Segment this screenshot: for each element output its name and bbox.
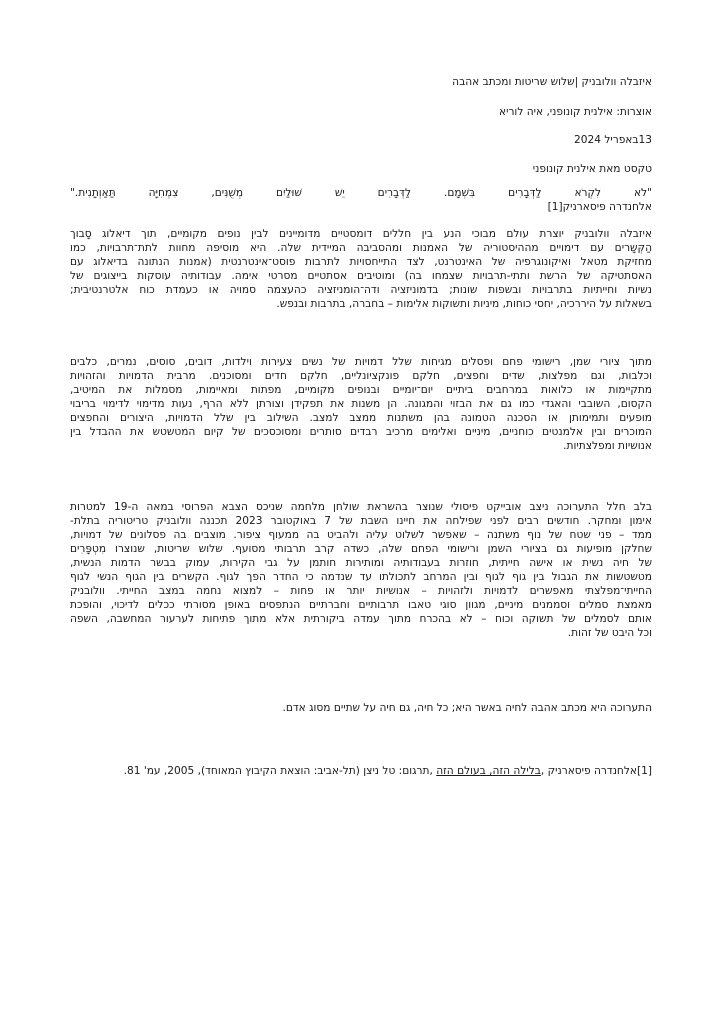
paragraph-line: הַקְּשָרים עם דימויים מההיסטוריה של האמנות ומהסביבה המיידית שלה. היא מוסיפה מחוות לתת־תרבויות, כמו [70,242,652,254]
paragraph-line: מטשטשות את הגבול בין גוף לגוף ובין המרחב לתכולתו עד שנדמה כי החדר הפך לגוף. הקשרים בין הגוף הנשי לגוף [70,571,652,583]
paragraph-line: נשיות וחייתיות בתרבויות ובשפות שונות; בדמוניזציה ודה־הומניזציה כהעצמה סמויה או כעמדת כוח אלטרנטיבית; [70,284,652,296]
paragraph-line: אימון ומחקר. חודשים רבים לפני שפילחה את חיינו השבת של 7 באוקטובר 2023 תכננה וולובניק טריטוריה בתלת- [70,515,652,527]
paragraph-line: מאמצת סמלים וסממנים מיניים, מגוון סוגי טאבו תרבותיים וחברתיים הנתפסים באופן מסורתי ככלים לדיכוי, והופכת [70,599,652,611]
epigraph-quote [70,186,652,214]
paragraph-line: הקסום, השובבי והאגדי כמו גם את הבזוי והמגונה. הן משנות את תפקידן וצורתן ללא הרף, נעות מדימוי לדימוי בריבוי [70,398,652,410]
paragraph-line: שחלקן מופיעות גם בציורי השמן ורישומי הפחם שלה, כשדה קרב תרבותי מסועף. שלוש שריטות, שנוצרו מִטְפָּרִים [70,543,652,555]
curators-text: אוצרות: אילנית קונופני, איה לוריא [499,106,652,118]
paragraph-line: מופעים ותמימותן או הסכנה הטמונה בהן משתנות ממצב למצב. השילוב בין שלל הדמויות, היצורים והחפצים [70,412,652,424]
paragraph-line: אותם לסמלים של תשוקה וכוח – לא בהכרח מתוך עמדה ביקורתית אלא מתוך פתיחות לערעור המחשבה, השפה [70,613,652,625]
paragraph-line: התערוכה היא מכתב אהבה לחיה באשר היא; כל חיה, גם חיה על שתיים מסוג אדם. [282,702,652,714]
title-text: איזבלה וולובניק |שלוש שריטות ומכתב אהבה [452,76,652,88]
footnote-text [124,765,652,777]
paragraph-line: של חיה נשית או אישה חייתית, חוזרות בעבודותיה ומותירות חותמן על גבי הקירות, עמוק בבשר הדמות הנשית, [70,557,652,569]
footnote-details: ,תרגום: טל ניצן (תל-אביב: הוצאת הקיבוץ המאוחד), 2005, עמ' 81. [123,765,437,777]
byline [70,157,652,176]
paragraph-line: האסתטיקה של הרשת ותתי-תרבויות שצמחו בה) ומוטיבים אסתטיים מסרטי אימה. עבודותיה עוסקות בייצוגים של [70,270,652,282]
paragraph-line: איזבלה וולובניק יוצרת עולם מבוכי הנע בין חללים דומסטיים מדומיינים לבין נופים מקומיים, תוך דיאלוג סָבוך [70,228,652,240]
paragraph-line: ממד – פני שטח של נוף משתנה – שאפשר לשלוט עליה ולהביט בה ממעוף ציפור. מוצבים בה פסלונים של דמויות, [70,529,652,541]
quote-attribution: אלחנדרה פיסארניק[1] [547,201,652,213]
paragraph-line: אנושיות ומפלצתיות. [563,440,652,452]
paragraph-4 [70,701,652,715]
footnote [70,759,652,778]
byline-text: טקסט מאת אילנית קונופני [532,163,652,175]
curators-line [70,100,652,119]
paragraph-line: וכל היבט של זהות. [567,627,652,639]
exhibition-title [70,70,652,89]
paragraph-line: המוכרים ובין אלמנטים כוחניים, מיניים ואלימים מרכיב רבדים סותרים ומסוכסכים של קיום המטשטש את ההבדל בין [70,426,652,438]
paragraph-line: מתוך ציורי שמן, רישומי פחם ופסלים מגיחות שלל דמויות של נשים צעירות וילדות, דובים, סוסים, נמרים, כלבים [70,356,652,368]
paragraph-1 [70,227,652,311]
paragraph-line: מתקיימות או כלואות במרחבים ביתיים יום־יומיים ובנופים מקומיים, מפתות ומאיימות, מסמלות את המיטיב, [70,384,652,396]
footnote-author: אלחנדרה פיסארניק , [540,765,637,777]
quote-text: "לֹא לִקְרֹא לַדְּבָרִים בִּשְׁמָם. לַדְּבָרִים יֵשׁ שׁוּלַיִם מְשֻׁנִּים, צִמְחִיָּה תַּאַוְתָנִית." [70,187,652,199]
paragraph-line: בלב חלל התערוכה ניצב אובייקט פיסולי שנוצר בהשראת שולחן מלחמה שניכס הצבא הפרוסי במאה ה-19 למטרות [70,501,652,513]
paragraph-line: וכלבות, וגם מפלצות, שדים וחפצים, חלקם פונקציונליים, חלקם חדים ומסוכנים. מרבית הדמויות והזהויות [70,370,652,382]
footnote-book-title: בלילה הזה, בעולם הזה [436,765,541,777]
paragraph-line: בשאלות על היררכיה, יחסי כוחות, מיניות ותשוקות אלימות – בחברה, בתרבות ובנפש. [276,298,652,310]
date-line [70,128,652,147]
paragraph-line: מחזיקת מטאל ואיקונוגרפיה של האינטרנט, לצד התייחסויות לתרבות פוסט־אינטרנטית (אמנות הנתונה בדיאלוג עם [70,256,652,268]
paragraph-3 [70,500,652,640]
footnote-ref[interactable]: [1] [636,765,652,777]
paragraph-2 [70,355,652,453]
paragraph-line: החייתי־מפלצתי מאפשרים לדמויות ולזהויות – אנושיות יותר או פחות – למצוא נחמה במצב החייתי. וולובניק [70,585,652,597]
date-text: 13באפריל 2024 [573,134,652,146]
